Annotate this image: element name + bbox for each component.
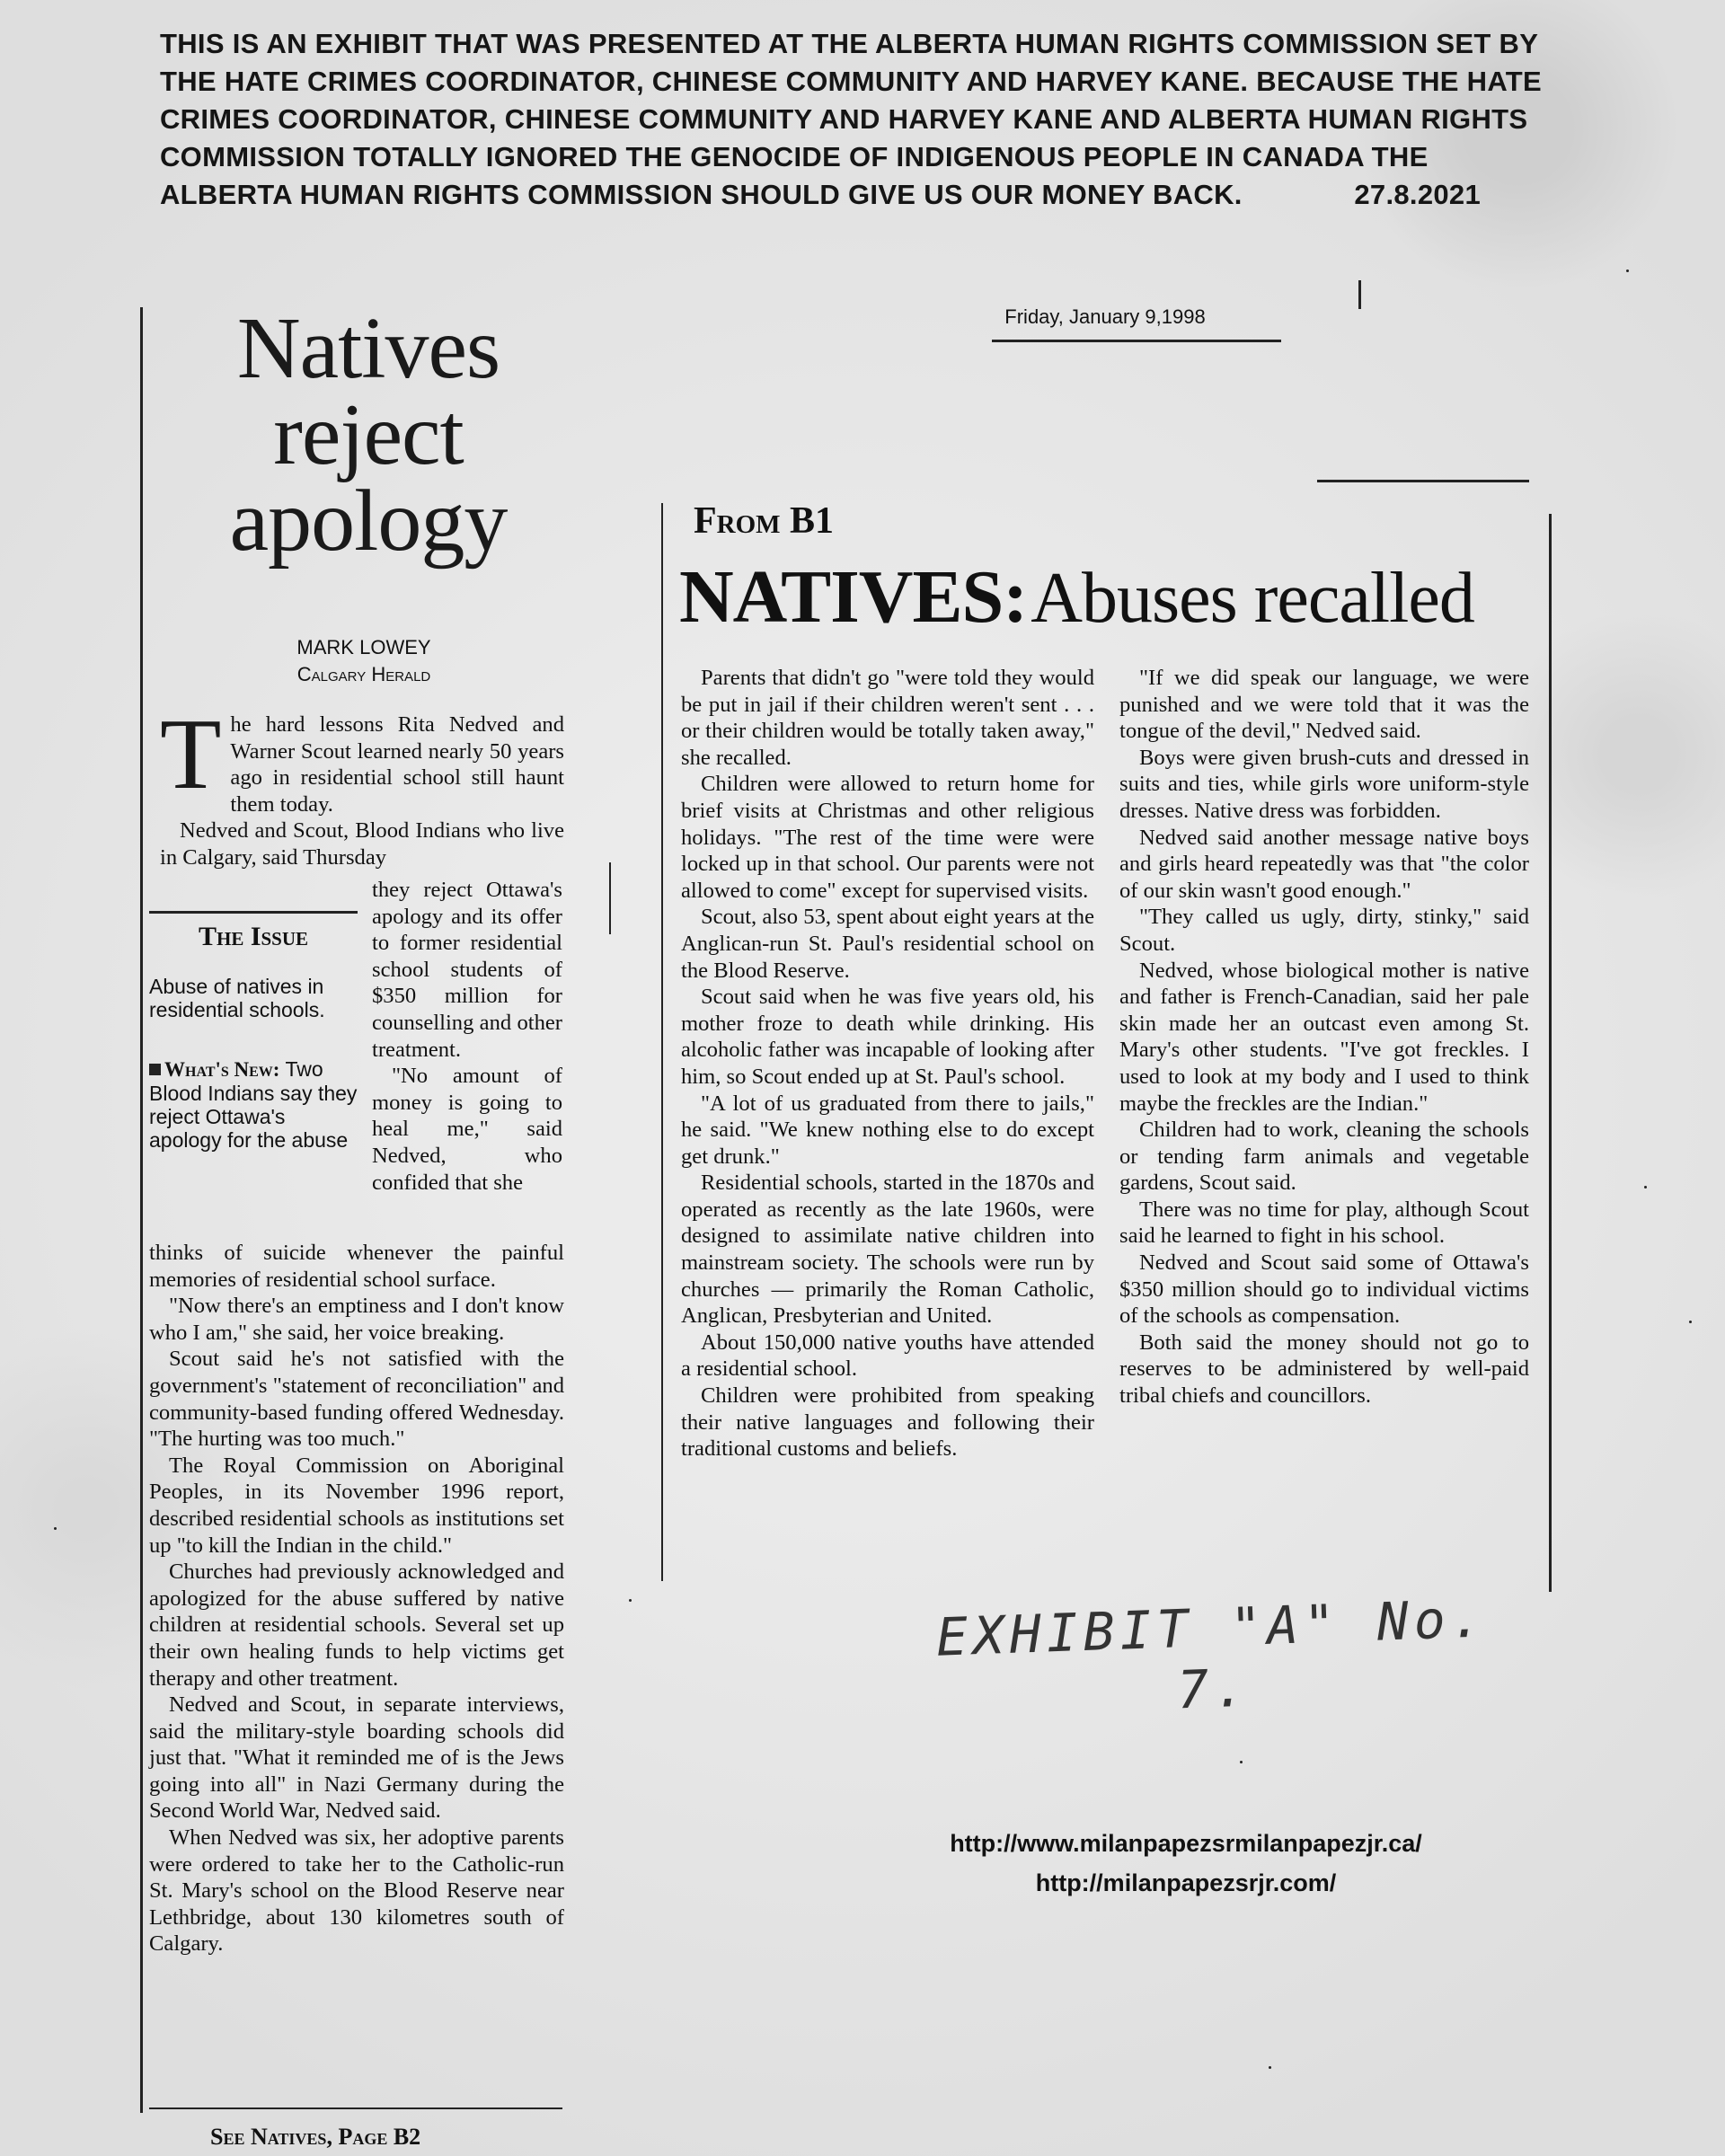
issue-text: Abuse of natives in residential schools. (149, 975, 325, 1021)
handwritten-exhibit-label: EXHIBIT "A" No. 7. (934, 1587, 1489, 1721)
scan-speck (1626, 270, 1629, 272)
paragraph: Nedved and Scout, Blood Indians who live in Calgary, said Thursday (160, 818, 564, 870)
paragraph: When Nedved was six, her adoptive parents were ordered to take her to the Catholic-run St. Mary's school on the Blood Reserve near Lethbridge, about 130 kilometres south of Calgary. (149, 1825, 564, 1957)
paragraph: they reject Ottawa's apology and its offer to former residential school students of $350 million for counselling and other treatment. (372, 878, 562, 1062)
whats-new-label: What's New: (164, 1058, 280, 1081)
right-top-rule (1317, 480, 1529, 482)
paragraph: Children were allowed to return home for brief visits at Christmas and other religious holidays. "The rest of the time were were locked up in that school. Our parents were not allowed to come" except for supervised visits. (681, 772, 1094, 903)
scan-speck (1240, 1761, 1243, 1763)
paragraph: About 150,000 native youths have attended a residential school. (681, 1330, 1094, 1382)
paragraph: "A lot of us graduated from there to jails," he said. "We knew nothing else to do except get drunk." (681, 1091, 1094, 1169)
jump-rule (149, 2107, 562, 2109)
paragraph: Both said the money should not go to reserves to be administered by well-paid tribal chiefs and councillors. (1119, 1330, 1529, 1409)
scan-speck (54, 1527, 57, 1530)
left-lead-text (160, 699, 564, 871)
paragraph: Nedved and Scout said some of Ottawa's $350 million should go to individual victims of the schools as compensation. (1119, 1250, 1529, 1329)
left-article-border (140, 307, 143, 2113)
left-headline: Natives reject apology (229, 300, 508, 570)
right-headline-keyword: NATIVES: (679, 555, 1028, 639)
paragraph: Scout said when he was five years old, his mother froze to death while drinking. His alcoholic father was incapable of looking after him, so Scout ended up at St. Paul's school. (681, 985, 1094, 1089)
right-headline-rest: Abuses recalled (1031, 559, 1474, 638)
issue-title: The Issue (198, 922, 309, 951)
paragraph: "Now there's an emptiness and I don't know who I am," she said, her voice breaking. (149, 1294, 564, 1345)
paragraph: The Royal Commission on Aboriginal Peoples, in its November 1996 report, described residential schools as institutions set up "to kill the Indian in the child." (149, 1453, 564, 1558)
right-left-border (661, 503, 663, 1581)
left-narrow-text (372, 877, 562, 1196)
paragraph: thinks of suicide whenever the painful memories of residential school surface. (149, 1241, 564, 1292)
paragraph: Scout, also 53, spent about eight years at the Anglican-run St. Paul's residential school on the Blood Reserve. (681, 905, 1094, 983)
scan-speck (1689, 1321, 1692, 1323)
lead-paragraph: he hard lessons Rita Nedved and Warner Scout learned nearly 50 years ago in residential school still haunt them today. (230, 712, 564, 817)
website-links (845, 1824, 1527, 1903)
paragraph: Children were prohibited from speaking their native languages and following their traditional customs and beliefs. (681, 1383, 1094, 1462)
right-article-border (1549, 514, 1552, 1592)
margin-tick (1358, 280, 1361, 309)
website-link[interactable]: http://www.milanpapezsrmilanpapezjr.ca/ (950, 1830, 1422, 1857)
dateline-rule (992, 340, 1281, 342)
paragraph: "No amount of money is going to heal me," said Nedved, who confided that she (372, 1064, 562, 1195)
website-link[interactable]: http://milanpapezsrjr.com/ (1035, 1869, 1337, 1896)
notice-text: THIS IS AN EXHIBIT THAT WAS PRESENTED AT THE ALBERTA HUMAN RIGHTS COMMISSION SET BY THE HATE CRIMES COORDINATOR, CHINESE COMMUNITY AND HARVEY KANE. BECAUSE THE HATE CRIMES COORDINATOR, CHINESE COMMUNITY AND HARVEY KANE AND ALBERTA HUMAN RIGHTS COMMISSION TOTALLY IGNORED THE GENOCIDE OF INDIGENOUS PEOPLE IN CANADA THE ALBERTA HUMAN RIGHTS COMMISSION SHOULD GIVE US OUR MONEY BACK. (160, 28, 1542, 210)
paragraph: Scout said he's not satisfied with the government's "statement of reconciliation" and community-based funding offered Wednesday. "The hurting was too much." (149, 1347, 564, 1452)
right-headline (679, 553, 1474, 641)
byline (261, 634, 467, 688)
whats-new (149, 1057, 358, 1152)
drop-cap: T (160, 699, 222, 810)
left-column-rule (609, 862, 611, 934)
right-column-2 (1119, 665, 1529, 1409)
paragraph: Boys were given brush-cuts and dressed in suits and ties, while girls wore uniform-style dresses. Native dress was forbidden. (1119, 745, 1529, 823)
paragraph: Children had to work, cleaning the schools or tending farm animals and vegetable gardens, Scout said. (1119, 1118, 1529, 1196)
jump-line: See Natives, Page B2 (210, 2124, 421, 2150)
notice-date: 27.8.2021 (1354, 179, 1481, 210)
paragraph: Nedved, whose biological mother is native and father is French-Canadian, said her pale skin made her an outcast even among St. Mary's other students. "I've got freckles. I used to look at my body and I used to think maybe the freckles are the Indian." (1119, 958, 1529, 1116)
square-bullet-icon (149, 1064, 161, 1075)
byline-org: Calgary Herald (296, 663, 431, 685)
scan-speck (1644, 1186, 1647, 1188)
byline-name: MARK LOWEY (296, 636, 431, 658)
paragraph: "They called us ugly, dirty, stinky," said Scout. (1119, 905, 1529, 956)
scan-speck (1269, 2066, 1271, 2069)
paragraph: Nedved and Scout, in separate interviews, said the military-style boarding schools did just that. "What it reminded me of is the Jews going into all" in Nazi Germany during the Second World War, Nedved said. (149, 1692, 564, 1824)
jump-from: From B1 (694, 500, 835, 542)
whats-new-text: Two Blood Indians say they reject Ottawa's apology for the abuse (149, 1057, 358, 1152)
paragraph: Nedved said another message native boys and girls heard repeatedly was that "the color of our skin wasn't good enough." (1119, 825, 1529, 903)
paragraph: There was no time for play, although Scout said he learned to fight in his school. (1119, 1197, 1529, 1249)
exhibit-notice (160, 25, 1561, 214)
issue-sidebar (149, 911, 358, 1152)
left-body-text (149, 1240, 564, 1957)
scan-speck (629, 1599, 632, 1602)
paragraph: Residential schools, started in the 1870s and operated as recently as the late 1960s, were designed to assimilate native children into mainstream society. The schools were run by churches — primarily the Roman Catholic, Anglican, Presbyterian and United. (681, 1171, 1094, 1329)
paragraph: Churches had previously acknowledged and apologized for the abuse suffered by native children at residential schools. Several set up their own healing funds to help victims get therapy and other treatment. (149, 1560, 564, 1691)
paragraph: "If we did speak our language, we were punished and we were told that it was the tongue of the devil," Nedved said. (1119, 666, 1529, 744)
newspaper-dateline: Friday, January 9,1998 (1004, 305, 1206, 328)
right-column-1 (681, 665, 1094, 1462)
paragraph: Parents that didn't go "were told they would be put in jail if their children weren't sent . . . or their children would be totally taken away," she recalled. (681, 666, 1094, 770)
